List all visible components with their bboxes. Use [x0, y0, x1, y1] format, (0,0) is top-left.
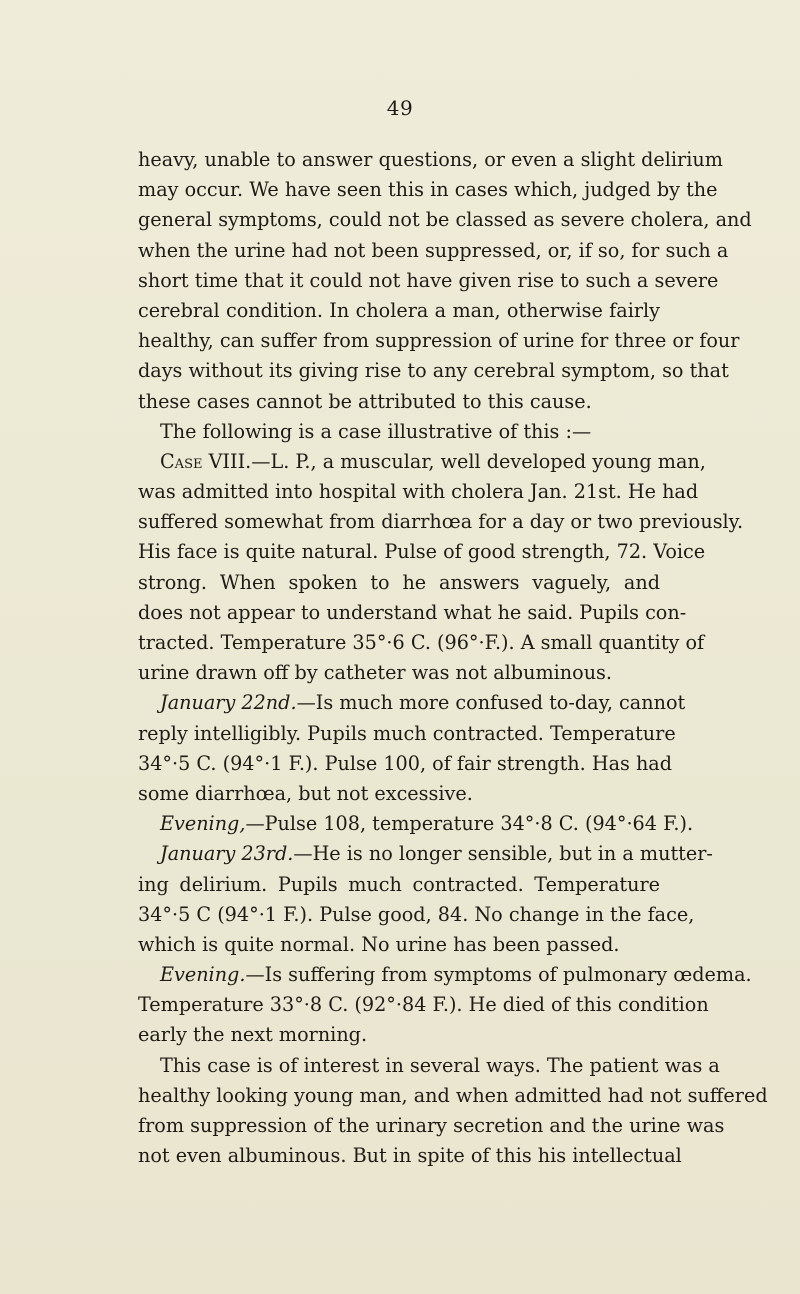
text-line: may occur. We have seen this in cases which, judged by the [138, 178, 718, 202]
page-number: 49 [386, 96, 414, 120]
text-line: not even albuminous. But in spite of this his intellectual [138, 1144, 682, 1168]
text-line: was admitted into hospital with cholera Jan. 21st. He had [138, 480, 699, 504]
text-line: days without its giving rise to any cerebral symptom, so that [138, 359, 729, 383]
entry-text: —Is suffering from symptoms of pulmonary œdema. [245, 963, 752, 987]
text-line: cerebral condition. In cholera a man, otherwise fairly [138, 298, 660, 322]
text-line: does not appear to understand what he said. Pupils con- [138, 600, 687, 624]
text-line: urine drawn off by catheter was not albuminous. [138, 661, 612, 685]
text-line: some diarrhœa, but not excessive. [138, 781, 473, 805]
text-line: early the next morning. [138, 1023, 368, 1047]
text-line: 34°·5 C. (94°·1 F.). Pulse 100, of fair strength. Has had [138, 751, 673, 775]
case-heading-rest: —L. P., a muscular, well developed young man, [251, 449, 706, 473]
text-line: general symptoms, could not be classed as severe cholera, and [138, 208, 752, 232]
entry-label: Evening, [160, 812, 246, 836]
text-line: The following is a case illustrative of this :— [160, 419, 592, 443]
entry-heading-line [138, 960, 752, 990]
entry-heading-line [138, 809, 694, 839]
text-line: ing delirium. Pupils much contracted. Temperature [138, 872, 660, 896]
case-label: Case VIII. [160, 449, 252, 473]
case-heading-line [138, 447, 706, 477]
body-text [138, 145, 768, 1171]
text-line: This case is of interest in several ways. The patient was a [160, 1053, 720, 1077]
entry-date: January 22nd. [160, 691, 297, 715]
text-line: which is quite normal. No urine has been passed. [138, 932, 620, 956]
entry-heading-line [138, 688, 686, 718]
text-line: strong. When spoken to he answers vaguely, and [138, 570, 660, 594]
text-line: these cases cannot be attributed to this cause. [138, 389, 592, 413]
text-line: Temperature 33°·8 C. (92°·84 F.). He died of this condition [138, 993, 709, 1017]
text-line: heavy, unable to answer questions, or even a slight delirium [138, 148, 723, 171]
text-line: healthy, can suffer from suppression of urine for three or four [138, 329, 740, 353]
entry-text: —Is much more confused to-day, cannot [296, 691, 686, 715]
entry-heading-line [138, 839, 713, 869]
entry-text: —He is no longer sensible, but in a mutter- [293, 842, 713, 866]
text-line: short time that it could not have given rise to such a severe [138, 268, 719, 292]
entry-date: January 23rd. [160, 842, 294, 866]
text-line: tracted. Temperature 35°·6 C. (96°·F.). A small quantity of [138, 631, 705, 654]
text-line: from suppression of the urinary secretion and the urine was [138, 1114, 725, 1137]
text-line: when the urine had not been suppressed, or, if so, for such a [138, 238, 729, 262]
entry-text: —Pulse 108, temperature 34°·8 C. (94°·64 F.). [245, 812, 694, 836]
text-line: reply intelligibly. Pupils much contracted. Temperature [138, 721, 676, 745]
text-line: His face is quite natural. Pulse of good strength, 72. Voice [138, 540, 706, 564]
entry-label: Evening. [160, 963, 246, 987]
text-line: healthy looking young man, and when admitted had not suffered [138, 1083, 768, 1107]
text-line: suffered somewhat from diarrhœa for a day or two previously. [138, 510, 744, 534]
text-line: 34°·5 C (94°·1 F.). Pulse good, 84. No change in the face, [138, 902, 695, 926]
